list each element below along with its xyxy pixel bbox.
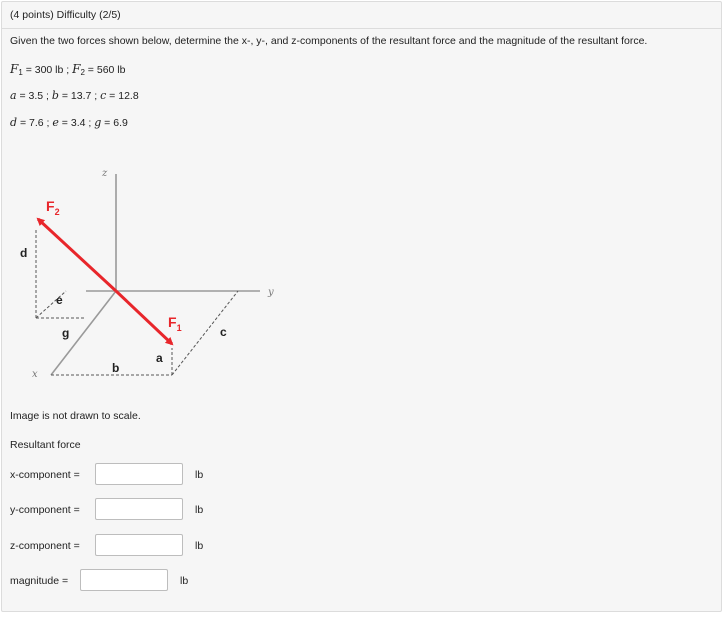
z-component-unit: lb [195,540,204,552]
question-header [2,2,721,29]
x-component-input[interactable] [95,463,183,485]
question-prompt: Given the two forces shown below, determine the x-, y-, and z-components of the resultant force and the magnitude of the resultant force. [10,35,648,47]
given-abc: a = 3.5 ; b = 13.7 ; c = 12.8 [10,89,139,102]
dim-c-label: c [220,325,227,339]
force-f2-arrow [38,219,116,291]
y-component-unit: lb [195,504,204,516]
x-axis-label: x [32,369,38,380]
y-component-label: y-component = [10,504,80,516]
dim-e-label: e [56,293,63,307]
resultant-heading: Resultant force [10,439,81,451]
f2-label: $F_2$ [46,198,60,217]
given-forces: $F_1 = 300$ lb ; $F_2 = 560$ lb [10,62,126,77]
given-deg: d = 7.6 ; e = 3.4 ; g = 6.9 [10,116,128,129]
magnitude-label: magnitude = [10,575,69,587]
z-axis-label: z [102,168,108,179]
magnitude-input[interactable] [80,569,168,591]
dim-d-label: d [20,246,28,260]
magnitude-unit: lb [180,575,189,587]
z-component-input[interactable] [95,534,183,556]
question-panel [1,1,722,612]
not-to-scale-note: Image is not drawn to scale. [10,410,141,422]
f1-label: $F_1$ [168,314,182,333]
y-axis-label: y [268,287,274,298]
dim-g-label: g [62,326,70,340]
dim-b-label: b [112,361,120,375]
z-component-label: z-component = [10,540,80,552]
force-f1-arrow [116,291,172,344]
force-diagram [2,152,302,392]
dim-a-label: a [156,351,163,365]
points-difficulty: (4 points) Difficulty (2/5) [10,9,121,21]
y-component-input[interactable] [95,498,183,520]
x-component-label: x-component = [10,469,80,481]
x-component-unit: lb [195,469,204,481]
dashed-c-line [172,291,238,375]
